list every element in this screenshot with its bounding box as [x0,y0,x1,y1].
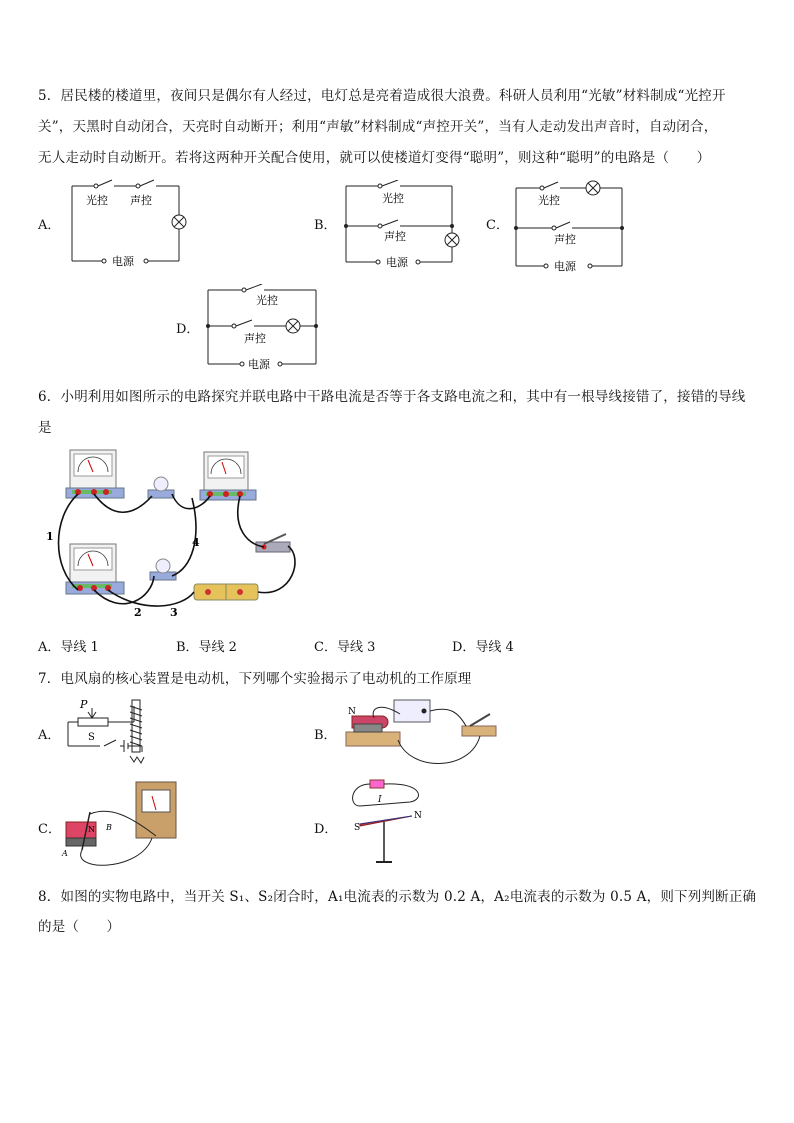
q5-option-b-label[interactable]: B． [314,218,337,233]
q5a-sound-label: 声控 [130,194,152,207]
q5-circuit-a [64,178,194,270]
q5d-light-label: 光控 [256,294,278,307]
q5-circuit-d [202,284,324,376]
q5b-sound-label: 声控 [384,230,406,243]
q7c-b-label: B [106,823,112,832]
q7-option-a-label[interactable]: A． [38,728,61,743]
wire-label-4: 4 [192,536,200,549]
q5-circuit-b [340,180,470,272]
q6-text-line1: 6．小明利用如图所示的电路探究并联电路中干路电流是否等于各支路电流之和，其中有一根导线接错了，接错的导线 [38,389,746,405]
ammeter-top-right [200,452,256,500]
battery [194,584,258,600]
q5-option-a-label[interactable]: A． [38,218,61,233]
q5c-sound-label: 声控 [554,233,576,246]
switch [256,534,290,552]
q7-figure-d-oersted [340,776,430,872]
q5c-power-label: 电源 [554,260,576,272]
q7-figure-b-motor-experiment [340,692,516,770]
q5a-light-label: 光控 [86,194,108,207]
q7b-n-label: N [348,707,356,717]
q7-figure-a-electromagnet [64,696,164,768]
q7-option-c-label[interactable]: C． [38,822,61,837]
wire-label-1: 1 [46,530,54,543]
q7a-p-label: P [80,698,88,711]
q5d-sound-label: 声控 [244,332,266,345]
wire-label-3: 3 [170,606,178,619]
q7-text-line1: 7．电风扇的核心装置是电动机，下列哪个实验揭示了电动机的工作原理 [38,671,472,687]
q7d-s-label: S [354,823,361,833]
ammeter-top-left [66,450,124,498]
q7c-a-label: A [62,849,68,858]
q7d-n-label: N [414,811,422,821]
wire-label-2: 2 [134,606,142,619]
q6-option-a[interactable]: A．导线 1 [38,640,99,655]
q7d-i-label: I [378,795,382,805]
q5d-power-label: 电源 [248,358,270,371]
q5a-power-label: 电源 [112,255,134,268]
q5-text-line3: 无人走动时自动断开。若将这两种开关配合使用，就可以使楼道灯变得“聪明”，则这种“聪明”的电路是（ ） [38,150,711,166]
bulb-top [148,477,174,498]
q7-option-b-label[interactable]: B． [314,728,337,743]
q6-option-b[interactable]: B．导线 2 [176,640,237,655]
q7c-n-label: N [88,825,95,834]
q6-option-d[interactable]: D．导线 4 [452,640,514,655]
q5-option-d-label[interactable]: D． [176,322,200,337]
q6-option-c[interactable]: C．导线 3 [314,640,376,655]
q5b-power-label: 电源 [386,256,408,269]
q5-text-line1: 5．居民楼的楼道里，夜间只是偶尔有人经过，电灯总是亮着造成很大浪费。科研人员利用“光敏”材料制成“光控开 [38,88,726,104]
q7a-s-label: S [88,732,95,743]
q5-option-c-label[interactable]: C． [486,218,509,233]
q5-circuit-c [512,180,630,272]
q6-text-line2: 是 [38,420,52,436]
q7-figure-c-generator [60,776,188,872]
q8-text-line1: 8．如图的实物电路中，当开关 S₁、S₂闭合时，A₁电流表的示数为 0.2 A，A₂电流表的示数为 0.5 A，则下列判断正确 [38,889,757,905]
q5c-light-label: 光控 [538,194,560,207]
q6-circuit-photo [42,448,302,620]
q8-text-line2: 的是（ ） [38,919,121,935]
q7-option-d-label[interactable]: D． [314,822,338,837]
q5-text-line2: 关”，天黑时自动闭合，天亮时自动断开；利用“声敏”材料制成“声控开关”，当有人走动发出声音时，自动闭合， [38,119,718,135]
q5b-light-label: 光控 [382,192,404,205]
